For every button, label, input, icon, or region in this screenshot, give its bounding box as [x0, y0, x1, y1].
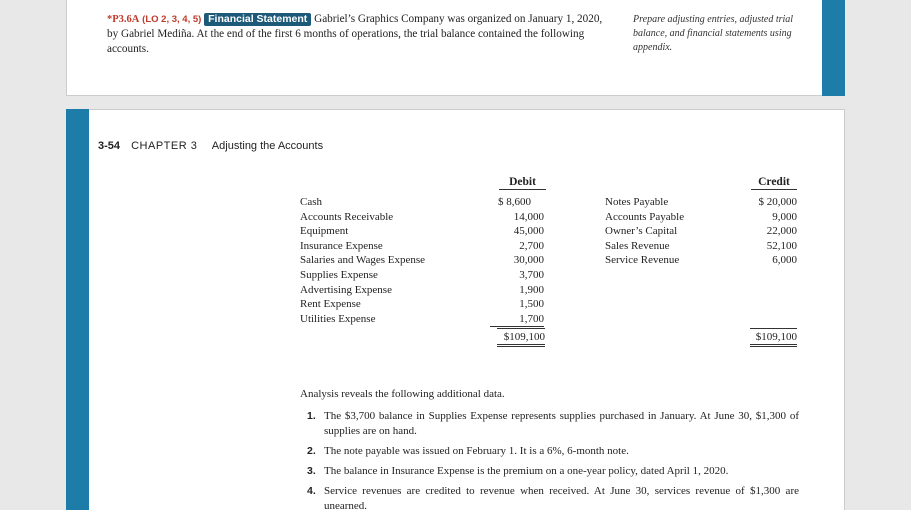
credit-account: Service Revenue [605, 254, 680, 267]
debit-amount: 14,000 [513, 210, 544, 223]
debit-account: Rent Expense [300, 298, 361, 311]
credit-amounts-list [745, 195, 797, 268]
item-text: The note payable was issued on February 1. It is a 6%, 6-month note. [324, 445, 629, 457]
credit-header: Credit [751, 176, 797, 190]
learning-objectives: (LO 2, 3, 4, 5) [142, 14, 202, 25]
credit-amount: 9,000 [772, 210, 797, 223]
debit-amount: 1,500 [519, 298, 544, 311]
analysis-item [307, 444, 799, 459]
chapter-title: Adjusting the Accounts [211, 140, 324, 152]
debit-amount: 1,900 [519, 283, 544, 296]
debit-account: Cash [300, 196, 322, 208]
item-text: Service revenues are credited to revenue when received. At June 30, services revenue of $1,300 are unearned. [324, 485, 799, 510]
problem-intro: Gabriel’s Graphics Company was organized on January 1, 2020, by Gabriel Mediña. At the end of the first 6 months of operations, the trial balance contained the following accounts. [107, 13, 603, 55]
chapter-page-number: 3-54 [98, 140, 121, 152]
credit-amount: 6,000 [772, 254, 797, 267]
item-text: The balance in Insurance Expense is the premium on a one-year policy, dated April 1, 2020. [324, 465, 729, 477]
debit-total: $109,100 [497, 328, 545, 347]
debit-amount: 2,700 [519, 239, 544, 252]
chapter-label: CHAPTER 3 [131, 140, 198, 152]
credit-account: Owner’s Capital [605, 225, 678, 238]
analysis-item [307, 484, 799, 510]
credit-amount: 52,100 [766, 239, 797, 252]
item-number: 3. [307, 465, 316, 477]
accent-bar-left [66, 109, 89, 510]
accent-bar-top [822, 0, 845, 96]
debit-amounts-list [490, 195, 544, 327]
debit-account: Utilities Expense [300, 312, 376, 325]
credit-total: $109,100 [750, 328, 797, 347]
analysis-item [307, 409, 799, 439]
debit-account: Equipment [300, 225, 349, 238]
debit-amount: 3,700 [519, 268, 544, 281]
financial-statement-badge: Financial Statement [204, 13, 311, 26]
debit-account: Salaries and Wages Expense [300, 254, 426, 267]
side-note: Prepare adjusting entries, adjusted trial balance, and financial statements using appendix. [633, 14, 794, 53]
analysis-intro: Analysis reveals the following additional data. [300, 388, 505, 400]
debit-account: Insurance Expense [300, 239, 383, 252]
debit-amount: 1,700 [490, 312, 544, 328]
debit-header: Debit [499, 176, 546, 190]
credit-accounts-list [605, 195, 684, 268]
chapter-header [98, 140, 323, 152]
item-number: 4. [307, 485, 316, 497]
debit-accounts-list [300, 195, 425, 326]
debit-account: Advertising Expense [300, 283, 392, 296]
analysis-items [307, 409, 799, 510]
debit-account: Accounts Receivable [300, 210, 394, 223]
analysis-item [307, 464, 799, 479]
debit-amount: $ 8,600 [498, 196, 531, 208]
debit-account: Supplies Expense [300, 268, 378, 281]
problem-number: *P3.6A [107, 14, 140, 25]
item-number: 1. [307, 410, 316, 422]
credit-account: Sales Revenue [605, 239, 670, 252]
item-text: The $3,700 balance in Supplies Expense represents supplies purchased in January. At June 30, $1,300 of supplies are on hand. [324, 410, 799, 437]
debit-amount: 45,000 [513, 225, 544, 238]
credit-amount: $ 20,000 [758, 196, 797, 208]
debit-amount: 30,000 [513, 254, 544, 267]
problem-header [107, 12, 612, 57]
credit-account: Notes Payable [605, 196, 669, 208]
item-number: 2. [307, 445, 316, 457]
credit-amount: 22,000 [766, 225, 797, 238]
credit-account: Accounts Payable [605, 210, 685, 223]
